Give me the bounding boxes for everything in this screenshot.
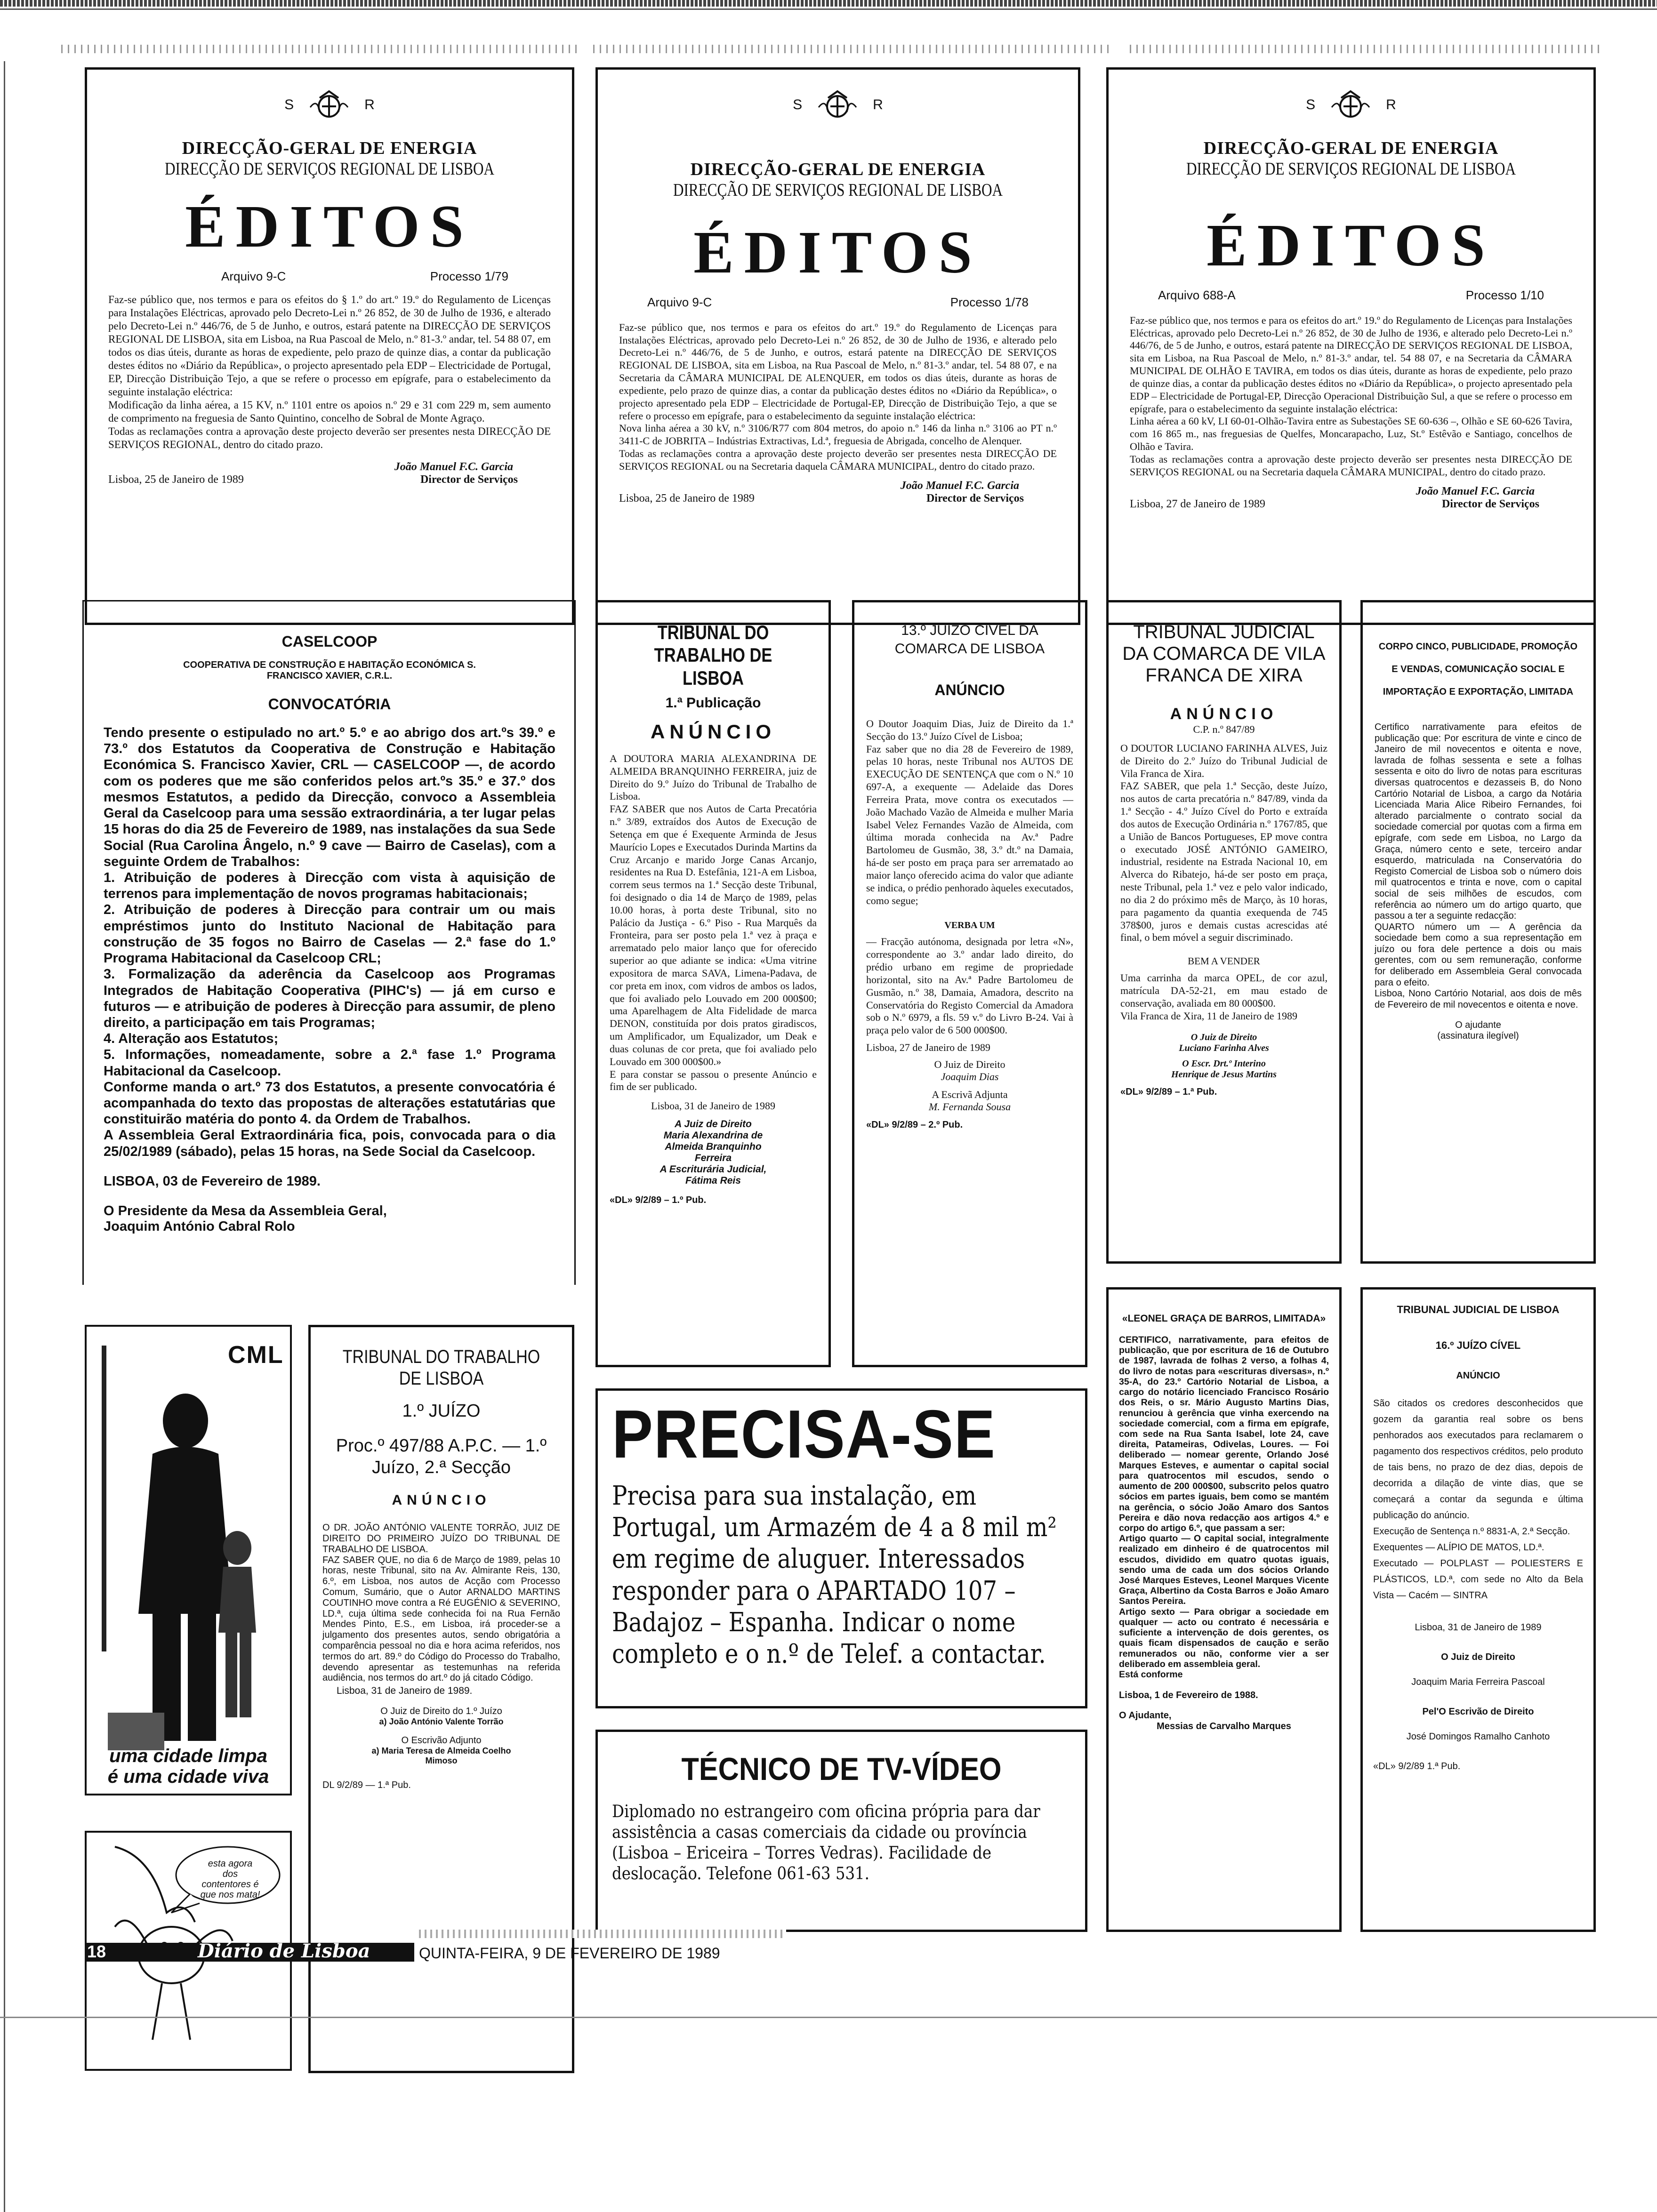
file-ref [1158,288,1544,303]
notice-date: Lisboa, 31 de Janeiro de 1989 [651,1100,775,1112]
notice-body: O Doutor Joaquim Dias, Juiz de Direito da 1.ª Secção do 13.º Juízo Cível de Lisboa; Faz saber que no dia 28 de Fevereiro de 1989, pelas 10 horas, neste Tribunal nos AUTOS DE EXECUÇÃO DE SENTENÇA que com o N.º 10 697-A, a exequente — Adelaide das Dores Ferreira Prata, move contra os executados — João Machado Vazão de Almeida e mulher Maria Isabel Velez Fernandes Vazão de Almeida, com última morada conhecida na Av.ª Padre Bartolomeu de Gusmão, 38, 3.º dt.º na Damaia, há-de ser posto em praça para ser arrematado ao maior lanço oferecido acima do valor que adiante se indica, o prédio penhorado àqueles executados, como segue; [866,718,1073,906]
company-title: «LEONEL GRAÇA DE BARROS, LIMITADA» [1122,1313,1326,1324]
cml-slogan [87,1746,290,1787]
letter-s: S [1306,97,1316,112]
notice-date: Lisboa, 25 de Janeiro de 1989 [619,492,755,505]
sig-role-1: O Juiz de Direito [1441,1652,1515,1662]
sig-role-1: O Ajudante, [1119,1710,1172,1721]
org-service: DIRECÇÃO DE SERVIÇOS REGIONAL DE LISBOA [164,159,495,179]
notice-title: TRIBUNAL JUDICIAL DA COMARCA DE VILA FRANCA DE XIRA [1122,622,1326,686]
cml-label: CML [228,1341,284,1369]
column-rule [82,600,84,1285]
dl-reference: «DL» 9/2/89 – 2.º Pub. [866,1120,963,1130]
notice-date: Lisboa, 27 de Janeiro de 1989 [1130,497,1265,510]
sig-name-2: Henrique de Jesus Martins [1171,1069,1277,1080]
dotted-rule [1130,45,1601,53]
caselcoop-name: CASELCOOP [282,633,378,650]
ad-headline: PRECISA-SE [612,1396,996,1472]
top-border [0,0,1657,7]
publication-number: 1.ª Publicação [665,695,761,711]
editos-header [619,88,1057,121]
sig-role-2: A Escrivã Adjunta [932,1089,1008,1101]
dl-reference: DL 9/2/89 — 1.ª Pub. [322,1780,411,1791]
arquivo: Arquivo 9-C [647,295,712,309]
ad-headline: TÉCNICO DE TV-VÍDEO [681,1751,1002,1787]
tribunal-trabalho-notice [595,600,831,1367]
column-rule [574,600,576,1285]
date-role [619,492,1057,505]
org-name: DIRECÇÃO-GERAL DE ENERGIA [690,160,986,179]
letter-s: S [284,97,294,112]
letter-r: R [873,97,883,112]
org-name: DIRECÇÃO-GERAL DE ENERGIA [182,138,477,158]
sig-role-1: A Juiz de Direito [675,1119,752,1130]
org-service: DIRECÇÃO DE SERVIÇOS REGIONAL DE LISBOA [673,180,1003,200]
caselcoop-subtitle: COOPERATIVA DE CONSTRUÇÃO E HABITAÇÃO ECONÓMICA S. FRANCISCO XAVIER, C.R.L. [183,660,476,681]
bem-body: Uma carrinha da marca OPEL, de cor azul, matrícula DA-52-21, em mau estado de conservação, avaliada em 80 000$00. Vila Franca de Xira, 11 de Janeiro de 1989 [1120,972,1327,1022]
dl-reference: «DL» 9/2/89 1.ª Pub. [1373,1761,1461,1771]
caselcoop-signer: O Presidente da Mesa da Assembleia Geral, Joaquim António Cabral Rolo [104,1203,387,1234]
corpo-cinco-notice [1360,600,1596,1264]
sig-name-1: Messias de Carvalho Marques [1157,1721,1291,1732]
sig-name-2: Fátima Reis [685,1175,741,1186]
company-title: CORPO CINCO, PUBLICIDADE, PROMOÇÃO E VENDAS, COMUNICAÇÃO SOCIAL E IMPORTAÇÃO E EXPORTAÇÃO, LIMITADA [1378,641,1578,697]
verba-body: — Fracção autónoma, designada por letra «N», correspondente ao 3.º andar lado direito, do prédio urbano em regime de propriedade horizontal, sito na Av.ª Padre Bartolomeu de Gusmão, n.º 38, Damaia, Amadora, descrito na Conservatória do Registo Comercial da Amadora sob o N.º 6979, a fls. 59 v.º do Livro B-24. Vai à praça pelo valor de 6 500 000$00. [866,936,1073,1036]
sig-name-1: Joaquim Dias [941,1071,999,1083]
editos-notice-1 [85,67,574,625]
issue-date: QUINTA-FEIRA, 9 DE FEVEREIRO DE 1989 [419,1945,720,1962]
sig-name-2: José Domingos Ramalho Canhoto [1406,1731,1550,1742]
certificate-body: CERTIFICO, narrativamente, para efeitos de publicação, que por escritura de 16 de Outubro de 1987, lavrada de folhas 2 verso, a folhas 4, do livro de notas para «escrituras diversas», n.º 35-A, do 23.º Cartório Notarial de Lisboa, a cargo do notário licenciado Francisco Rosário dos Reis, o sr. Mário Augusto Martins Dias, renunciou à gerência que vinha exercendo na sociedade comercial, com a firma em epígrafe, com sede na Rua Santa Isabel, lote 24, cave direita, Patameiras, Odivelas, Loures. — Foi deliberado — nomear gerente, Orlando José Marques Esteves, e aumentar o capital social para quatrocentos mil escudos, sendo o aumento de 200 000$00, subscrito pelos quatro sócios em partes iguais, bem como se mantém na gerência, o sócio João Amaro dos Santos Pereira e dão nova redacção aos artigos 4.º e corpo do artigo 6.º, que passam a ser: Artigo quarto — O capital social, integralmente realizado em dinheiro é de quatrocentos mil escudos, dividido em quatro quotas iguais, sendo uma de cada um dos sócios Orlando José Marques Esteves, Leonel Marques Vicente Graça, Albertino da Costa Barros e João Amaro Santos Pereira. Artigo sexto — Para obrigar a sociedade em qualquer — acto ou contrato é necessária e suficiente a intervenção de dois gerentes, os quais ficam dispensados de caução e serão remunerados ou não, conforme vier a ser deliberado em assembleia geral. Está conforme [1119,1335,1329,1680]
file-ref [221,269,508,284]
editos-header [1130,88,1572,121]
notice-date: Lisboa, 31 de Janeiro de 1989 [1415,1622,1542,1633]
notice-title: TRIBUNAL DO TRABALHO DE LISBOA [654,621,772,689]
sig-name-2: M. Fernanda Sousa [928,1101,1011,1113]
top-rule [0,8,1657,10]
anuncio-heading: ANÚNCIO [392,1492,491,1508]
sig-role-1: O Juiz de Direito do 1.º Juízo [380,1706,502,1717]
editos-title: ÉDITOS [693,219,982,286]
caselcoop-heading: CONVOCATÓRIA [268,696,391,713]
notice-body: O DOUTOR LUCIANO FARINHA ALVES, Juiz de Direito do 2.º Juízo do Tribunal Judicial de Vila Franca de Xira. FAZ SABER, que pela 1.ª Secção, deste Juízo, nos autos de carta precatória n.º 847/89, vinda da 1.ª Secção - 4.º Juízo Cível do Porto e extraída dos autos de Execução Ordinária n.º 1767/85, que a União de Bancos Portugueses, EP move contra o executado JOSÉ ANTÓNIO GAMEIRO, industrial, residente na Estrada Nacional 10, em Alverca do Ribatejo, há-de ser posto em praça, neste Tribunal, pela 1.ª vez e pelo valor indicado, no dia 2 do próximo mês de Março, às 10 horas, para pagamento da quantia exequenda de 745 378$00, juros e demais custas acrescidas até final, o bem móvel a seguir discriminado. [1120,742,1327,944]
page-edge [4,61,5,2212]
page-number: 18 [87,1942,106,1961]
case-number: C.P. n.º 847/89 [1193,723,1255,735]
signer-role: Director de Serviços [420,473,518,486]
arquivo: Arquivo 9-C [221,269,286,283]
bem-heading: BEM A VENDER [1188,955,1260,967]
slogan-line-1: uma cidade limpa [109,1746,267,1766]
speech-bubble: esta agora dos contentores é que nos mata! [200,1859,260,1900]
sig-name-1: a) João António Valente Torrão [379,1717,504,1727]
notice-body: Faz-se público que, nos termos e para os efeitos do § 1.º do art.º 19.º do Regulamento de Licenças para Instalações Eléctricas, aprovado pelo Decreto-Lei n.º 26 852, de 30 de Julho de 1936, e alterado pelo Decreto-Lei n.º 446/76, de 5 de Junho, e outros, estará patente na DIRECÇÃO DE SERVIÇOS REGIONAL DE LISBOA, sita em Lisboa, na Rua Pascoal de Melo, n.º 81-3.º andar, tel. 54 88 07, em todos os dias úteis, durante as horas de expediente, pelo prazo de quinze dias, a contar da publicação destes éditos no «Diário da República», o projecto apresentado pela EDP – Electricidade de Portugal, EP, Direcção Distribuição Tejo, a que se refere o processo em epígrafe, para o estabelecimento da seguinte instalação eléctrica: Modificação da linha aérea, a 15 KV, n.º 1101 entre os apoios n.º 29 e 31 com 229 m, sem aumento de comprimento na freguesia de Santo Quintino, concelho de Sobral de Monte Agraço. Todas as reclamações contra a aprovação deste projecto deverão ser presentes nesta DIRECÇÃO DE SERVIÇOS REGIONAL, dentro do citado prazo. [108,293,551,451]
file-ref [647,295,1029,310]
caselcoop-date: LISBOA, 03 de Fevereiro de 1989. [104,1173,321,1189]
notice-body: O DR. JOÃO ANTÓNIO VALENTE TORRÃO, JUIZ DE DIREITO DO PRIMEIRO JUÍZO DO TRIBUNAL DE TRABALHO DE LISBOA. FAZ SABER QUE, no dia 6 de Março de 1989, pelas 10 horas, neste Tribunal, sito na Av. Almirante Reis, 130, 6.º, em Lisboa, nos autos de Acção com Processo Comum, Sumário, que o Autor ARNALDO MARTINS COUTINHO move contra a Ré EUGÉNIO & SEVERINO, LD.ª, cuja última sede conhecida foi na Rua Fernão Mendes Pinto, E.S., em Lisboa, irá proceder-se a julgamento dos presentes autos, sendo obrigatória a comparência pessoal no dia e hora acima referidos, nos termos do art. 89.º do Código do Processo do Trabalho, devendo apresentar as testemunhas na referida audiência, nos termos do art.º do já citado Código. [322,1523,560,1683]
coat-of-arms-icon [1329,88,1372,121]
signer: João Manuel F.C. Garcia [900,479,1019,492]
bottom-rule [0,2017,1657,2018]
caselcoop-body: Tendo presente o estipulado no art.º 5.º e ao abrigo dos art.ºs 39.º e 73.º dos Estatutos da Cooperativa de Construção e Habitação Económica S. Francisco Xavier, CRL — CASELCOOP —, de acordo com os poderes que me são conferidos pelos art.ºs 35.º e 37.º dos mesmos Estatutos, a pedido da Direcção, convoco a Assembleia Geral da Caselcoop para uma sessão extraordinária, a ter lugar pelas 15 horas do dia 25 de Fevereiro de 1989, nas instalações da sua Sede Social (Rua Carolina Ângelo, n.º 9 cave — Bairro de Caselas), com a seguinte Ordem de Trabalhos: 1. Atribuição de poderes à Direcção com vista à aquisição de terrenos para implementação de novos programas habitacionais; 2. Atribuição de poderes à Direcção para contrair um ou mais empréstimos junto do Instituto Nacional de Habitação para construção de 35 fogos no Bairro de Caselas — 2.ª fase do 1.º Programa Habitacional da Caselcoop CRL; 3. Formalização da aderência da Caselcoop aos Programas Integrados de Habitação Cooperativa (PIHC's) — já em curso e futuros — e atribuição de poderes à Direcção para assumir, de pleno direito, a participação em tais Programas; 4. Alteração aos Estatutos; 5. Informações, nomeadamente, sobre a 2.ª fase 1.º Programa Habitacional da Caselcoop. Conforme manda o art.º 73 dos Estatutos, a presente convocatória é acompanhada do texto das propostas de alterações estatutárias que constituirão matéria do ponto 4. da Ordem de Trabalhos. A Assembleia Geral Extraordinária fica, pois, convocada para o dia 25/02/1989 (sábado), pelas 15 horas, na Sede Social da Caselcoop. [104,725,555,1159]
tribunal-judicial-lisboa-notice [1360,1287,1596,1932]
newspaper-name: Diário de Lisboa [198,1940,370,1962]
notice-body: Faz-se público que, nos termos e para os efeitos do art.º 19.º do Regulamento de Licenças para Instalações Eléctricas, aprovado pelo Decreto-Lei n.º 26 852, de 30 de Julho de 1936, e alterado pelo Decreto-Lei n.º 446/76, de 5 de Junho, e outros, estará patente na DIRECÇÃO DE SERVIÇOS REGIONAL DE LISBOA, sita em Lisboa, na Rua Pascoal de Melo, n.º 81-3.º andar, tel. 54 88 07, e na Secretaria da CÂMARA MUNICIPAL DE ALENQUER, em todos os dias úteis, durante as horas de expediente, pelo prazo de quinze dias, a contar da publicação destes éditos no «Diário da República», o projecto apresentado pela EDP – Electricidade de Portugal-EP, Direcção de Distribuição Tejo, a que se refere o processo em epígrafe, para o estabelecimento da seguinte instalação eléctrica: Nova linha aérea a 30 kV, n.º 3106/R77 com 804 metros, do apoio n.º 146 da linha n.º 3106 ao PT n.º 3411-C de JOBRITA – Indústrias Extractivas, Ld.ª, freguesia de Abrigada, concelho de Alenquer. Todas as reclamações contra a aprovação deste projecto deverão ser presentes nesta DIRECÇÃO DE SERVIÇOS REGIONAL ou na Secretaria daquela CÂMARA MUNICIPAL, dentro do citado prazo. [619,321,1057,472]
letter-s: S [793,97,803,112]
juizo-label: 16.º JUÍZO CÍVEL [1435,1339,1521,1351]
cml-advertisement [85,1325,292,1795]
editos-header [108,88,551,121]
sig-role-2: Pel'O Escrivão de Direito [1422,1707,1534,1717]
ad-text: Diplomado no estrangeiro com oficina própria para dar assistência a casas comerciais da cidade ou província (Lisboa – Ericeira – Torres Vedras). Facilidade de deslocação. Telefone 061-63 531. [612,1802,1040,1883]
sig-role-1: O Juiz de Direito [1190,1032,1257,1042]
anuncio-heading: ANÚNCIO [1170,705,1278,723]
process-number: Proc.º 497/88 A.P.C. — 1.º Juízo, 2.ª Secção [336,1436,547,1477]
arquivo: Arquivo 688-A [1158,288,1236,302]
vila-franca-notice [1106,600,1342,1264]
sig-name-1: Joaquim Maria Ferreira Pascoal [1411,1677,1545,1687]
sig-role-2: A Escriturária Judicial, [660,1164,767,1175]
dl-reference: «DL» 9/2/89 – 1.ª Pub. [1120,1086,1217,1097]
sig-name-1: Luciano Farinha Alves [1179,1042,1269,1053]
ad-text: Precisa para sua instalação, em Portugal, um Armazém de 4 a 8 mil m² em regime de aluguer. Interessados responder para o APARTADO 107 – Badajoz – Espanha. Indicar o nome completo e o n.º de Telef. a contactar. [612,1481,1057,1669]
notice-title: TRIBUNAL JUDICIAL DE LISBOA [1397,1304,1560,1315]
tecnico-tv-video-advertisement [595,1730,1087,1932]
sig-role-2: O Escrivão Adjunto [401,1735,482,1746]
coat-of-arms-icon [308,88,350,121]
sig-role-2: O Escr. Drt.º Interino [1182,1058,1266,1069]
sig-name-1: (assinatura ilegível) [1437,1031,1519,1042]
anuncio-heading: ANÚNCIO [1456,1370,1500,1381]
anuncio-heading: ANÚNCIO [651,720,776,743]
dotted-rule [593,45,1111,53]
sig-role-1: O Juiz de Direito [934,1058,1005,1071]
juizo-label: 1.º JUÍZO [402,1401,481,1421]
leonel-graca-notice [1106,1287,1342,1932]
verba-heading: VERBA UM [944,920,995,931]
editos-notice-3 [1106,67,1596,625]
juizo-civel-notice [852,600,1087,1367]
notice-title: 13.º JUÍZO CÍVEL DA COMARCA DE LISBOA [894,623,1045,657]
notice-title: TRIBUNAL DO TRABALHO DE LISBOA [342,1346,540,1389]
org-service: DIRECÇÃO DE SERVIÇOS REGIONAL DE LISBOA [1186,159,1516,179]
signer: João Manuel F.C. Garcia [1416,485,1535,497]
dotted-rule [61,45,579,53]
precisa-se-advertisement [595,1388,1087,1708]
signer-role: Director de Serviços [926,492,1024,505]
notice-body: A DOUTORA MARIA ALEXANDRINA DE ALMEIDA BRANQUINHO FERREIRA, juiz de Direito do 9.º Juízo do Tribunal de Trabalho de Lisboa. FAZ SABER que nos Autos de Carta Precatória n.º 3/89, extraídos dos Autos de Execução de Setença em que é Exequente Arminda de Jesus Maurício Lopes e Executados Durinda Martins da Cruz Arcanjo e marido Jorge Canas Arcanjo, residentes na Rua D. Estefânia, 121-A em Lisboa, correm seus termos na 1.ª Secção deste Tribunal, foi designado o dia 14 de Março de 1989, pelas 10.00 horas, à porta deste Tribunal, sito no Palácio da Justiça - 6.º Piso - Rua Marquês da Fronteira, para ser posto pela 1.ª vez à praça e arrematado pelo maior lanço que for oferecido superior ao que adiante se indica: «Uma vitrine expositora de marca SAVA, Limena-Padava, de cor preta em inox, com vidros de ambos os lados, que foi avaliado pelo Louvado em 200 000$00; uma Aparelhagem de Alta Fidelidade de marca DENON, constituída por dois pratos giradiscos, um Amplificador, um Equalizador, um Deak e duas colunas de cor preta, que foi avaliado pelo Louvado em 300 000$00.» E para constar se passou o presente Anúncio e fim de ser publicado. [610,752,817,1093]
street-sweeper-illustration [87,1327,290,1794]
letter-r: R [1386,97,1396,112]
sig-name-2: a) Maria Teresa de Almeida Coelho Mimoso [371,1746,511,1766]
signer: João Manuel F.C. Garcia [394,461,513,473]
certificate-body: Certifico narrativamente para efeitos de publicação que: Por escritura de vinte e cinco de Janeiro de mil novecentos e oitenta e nove, lavrada de folhas sessenta e sete a folhas sessenta e oito do livro de notas para escrituras diversas quatrocentos e dezasseis B, do Nono Cartório Notarial de Lisboa, a cargo da Notária Licenciada Maria Alice Ribeiro Fernandes, foi alterado parcialmente o contrato social da sociedade comercial por quotas com a firma em epígrafe, com sede em Lisboa, no Largo da Graça, número cento e sete, terceiro andar esquerdo, matriculada na Conservatória do Registo Comercial de Lisboa sob o número dois mil quatrocentos e trinta e nove, com o capital social de seis milhões de escudos, com referência ao número um do artigo quarto, que passou a ter a seguinte redacção: QUARTO número um — A gerência da sociedade bem como a sua representação em juízo ou fora dele pertence a dois ou mais gerentes, com ou sem remuneração, conforme for deliberado em Assembleia Geral convocada para o efeito. Lisboa, Nono Cartório Notarial, aos dois de mês de Fevereiro de mil novecentos e oitenta e nove. [1375,722,1582,1010]
editos-title: ÉDITOS [1207,212,1496,279]
editos-title: ÉDITOS [185,193,474,260]
dl-reference: «DL» 9/2/89 – 1.º Pub. [610,1195,707,1206]
anuncio-heading: ANÚNCIO [934,681,1005,698]
processo: Processo 1/78 [950,295,1029,309]
caselcoop-notice [85,600,574,1292]
slogan-line-2: é uma cidade viva [107,1766,269,1787]
notice-date: Lisboa, 1 de Fevereiro de 1988. [1119,1690,1258,1701]
letter-r: R [364,97,375,112]
notice-date: Lisboa, 25 de Janeiro de 1989 [108,473,244,486]
processo: Processo 1/79 [430,269,508,283]
sig-role-1: O ajudante [1455,1020,1501,1031]
coat-of-arms-icon [816,88,859,121]
sig-name-1: Maria Alexandrina de Almeida Branquinho Ferreira [663,1130,763,1164]
editos-notice-2 [595,67,1080,625]
date-role [108,473,551,486]
notice-body: Faz-se público que, nos termos e para os efeitos do art.º 19.º do Regulamento de Licenças para Instalações Eléctricas, aprovado pelo Decreto-Lei n.º 26 852, de 30 de Julho de 1936, e alterado pelo Decreto-Lei n.º 446/76, de 5 de Junho, e outros, estará patente na DIRECÇÃO DE SERVIÇOS REGIONAL DE LISBOA, sita em Lisboa, na Rua Pascoal de Melo, n.º 81-3.º andar, tel. 54 88 07, e na Secretaria da CÂMARA MUNICIPAL DE OLHÃO E TAVIRA, em todos os dias úteis, durante as horas de expediente, pelo prazo de quinze dias, a contar da publicação destes éditos no «Diário da República», o projecto apresentado pela EDP – Electricidade de Portugal-EP, Direcção Operacional Distribuição Sul, a que se refere o processo em epígrafe, para o estabelecimento da seguinte instalação eléctrica: Linha aérea a 60 kV, LI 60-01-Olhão-Tavira entre as Subestações SE 60-636 –, Olhão e SE 60-626 Tavira, com 16 865 m., nas freguesias de Quelfes, Moncarapacho, Luz, St.º Estêvão e Santiago, concelhos de Olhão e Tavira. Todas as reclamações contra a aprovação deste projecto deverão ser presentes nesta DIRECÇÃO DE SERVIÇOS REGIONAL ou na Secretaria daquela CÂMARA MUNICIPAL, dentro do citado prazo. [1130,314,1572,478]
org-name: DIRECÇÃO-GERAL DE ENERGIA [1203,138,1499,158]
box-top [82,600,576,601]
signer-role: Director de Serviços [1441,497,1539,510]
notice-date: Lisboa, 31 de Janeiro de 1989. [337,1685,473,1697]
notice-body: São citados os credores desconhecidos que gozem da garantia real sobre os bens penhorados aos executados para reclamarem o pagamento dos respectivos créditos, pelo produto de tais bens, no prazo de dez dias, depois de decorrida a dilação de vinte dias, que se começará a contar da segunda e última publicação do anúncio. Execução de Sentença n.º 8831-A, 2.ª Secção. Exequentes — ALÍPIO DE MATOS, LD.ª. Executado — POLPLAST — POLIESTERS E PLÁSTICOS, LD.ª, com sede no Alto da Bela Vista — Cacém — SINTRA [1373,1398,1583,1601]
footer-dotted-rule [419,1930,786,1938]
date-role [1130,498,1572,511]
notice-date: Lisboa, 27 de Janeiro de 1989 [866,1042,990,1054]
processo: Processo 1/10 [1465,288,1544,302]
